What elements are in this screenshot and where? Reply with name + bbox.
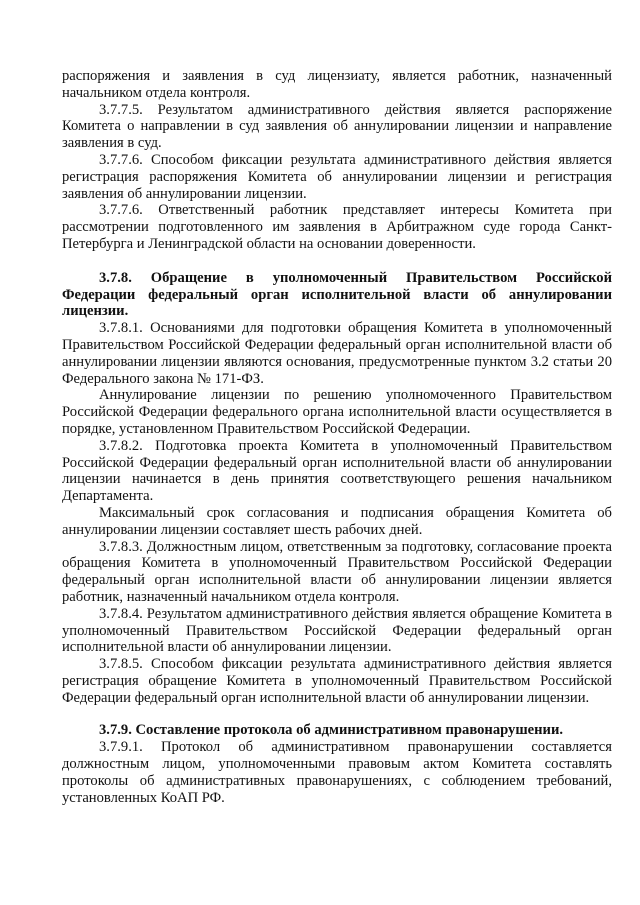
document-page: [62, 68, 612, 806]
paragraph-3-7-8-2: 3.7.8.2. Подготовка проекта Комитета в уполномоченный Правительством Российской Федерации федеральный орган исполнительной власти об аннулировании лицензии начинается в день принятия соответствующего решения начальником Департамента.: [62, 437, 612, 505]
paragraph-max-term: Максимальный срок согласования и подписания обращения Комитета об аннулировании лицензии составляет шесть рабочих дней.: [62, 504, 612, 538]
paragraph-3-7-7-6-a: 3.7.7.6. Способом фиксации результата административного действия является регистрация распоряжения Комитета об аннулировании лицензии и регистрация заявления об аннулировании лицензии.: [62, 151, 612, 202]
section-heading-3-7-8: 3.7.8. Обращение в уполномоченный Правительством Российской Федерации федеральный орган исполнительной власти об аннулировании лицензии.: [62, 269, 612, 320]
paragraph-3-7-7-6-b: 3.7.7.6. Ответственный работник представляет интересы Комитета при рассмотрении подготовленного им заявления в Арбитражном суде города Санкт-Петербурга и Ленинградской области на основании доверенности.: [62, 202, 612, 252]
section-spacer: [62, 706, 612, 722]
paragraph-continuation: распоряжения и заявления в суд лицензиату, является работник, назначенный начальником отдела контроля.: [62, 68, 612, 101]
paragraph-3-7-8-1: 3.7.8.1. Основаниями для подготовки обращения Комитета в уполномоченный Правительством Российской Федерации федеральный орган исполнительной власти об аннулировании лицензии являются основания, предусмотренные пунктом 3.2 статьи 20 Федерального закона № 171-ФЗ.: [62, 320, 612, 387]
paragraph-3-7-8-3: 3.7.8.3. Должностным лицом, ответственным за подготовку, согласование проекта обращения Комитета в уполномоченный Правительством Российской Федерации федеральный орган исполнительной власти об аннулировании лицензии является работник, назначенный начальником отдела контроля.: [62, 538, 612, 605]
paragraph-3-7-7-5: 3.7.7.5. Результатом административного действия является распоряжение Комитета о направлении в суд заявления об аннулировании лицензии и направление заявления в суд.: [62, 101, 612, 152]
paragraph-3-7-8-4: 3.7.8.4. Результатом административного действия является обращение Комитета в уполномоченный Правительством Российской Федерации федеральный орган исполнительной власти об аннулировании лицензии.: [62, 605, 612, 656]
section-heading-3-7-9: 3.7.9. Составление протокола об административном правонарушении.: [99, 722, 564, 739]
paragraph-3-7-9-1: 3.7.9.1. Протокол об административном правонарушении составляется должностным лицом, уполномоченными правовым актом Комитета составлять протоколы об административных правонарушениях, с соблюдением требований, установленных КоАП РФ.: [62, 739, 612, 806]
section-spacer: [62, 253, 612, 270]
paragraph-annulment: Аннулирование лицензии по решению уполномоченного Правительством Российской Федерации федерального органа исполнительной власти осуществляется в порядке, установленном Правительством Российской Федерации.: [62, 387, 612, 437]
paragraph-3-7-8-5: 3.7.8.5. Способом фиксации результата административного действия является регистрация обращение Комитета в уполномоченный Правительством Российской Федерации федеральный орган исполнительной власти об аннулировании лицензии.: [62, 656, 612, 706]
